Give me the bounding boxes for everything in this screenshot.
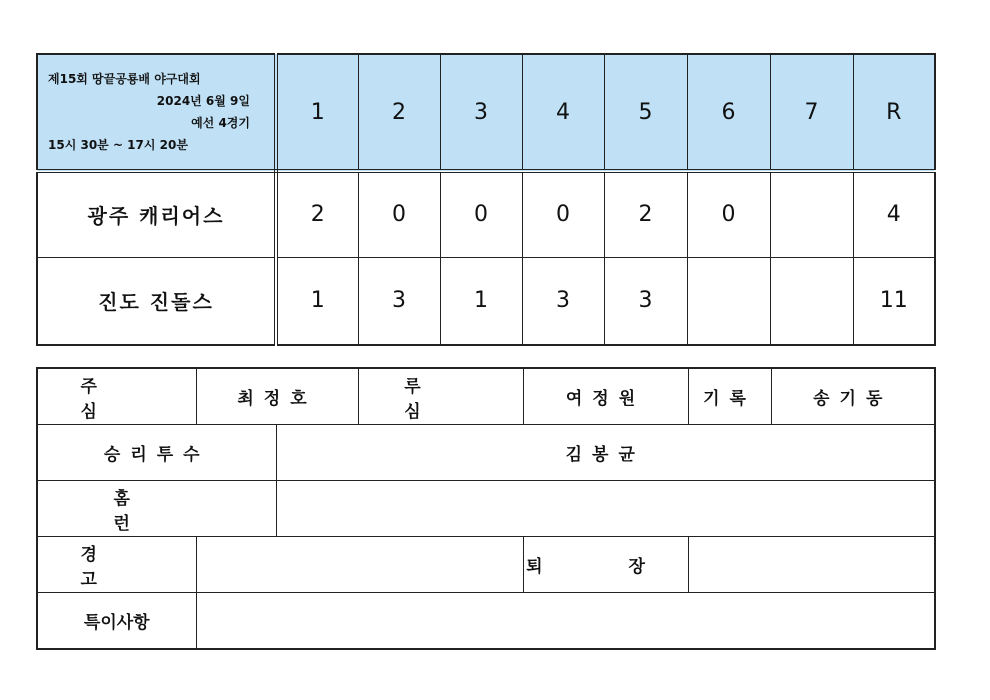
homerun-row <box>37 481 935 537</box>
recorder-label: 기록 <box>688 368 771 425</box>
recorder-value: 송기동 <box>771 368 935 425</box>
homerun-value <box>276 481 935 537</box>
notes-value <box>196 593 935 650</box>
umpire-value: 최정호 <box>196 368 358 425</box>
team-name: 진도 진돌스 <box>37 257 276 345</box>
scoreboard-table <box>36 53 936 346</box>
umpire-label: 주 심 <box>37 368 196 425</box>
inning-header: 2 <box>358 54 440 171</box>
inning-score: 2 <box>276 171 358 257</box>
inning-score <box>770 171 853 257</box>
officials-row <box>37 368 935 425</box>
warning-ejection-row <box>37 537 935 593</box>
base-umpire-label: 루 심 <box>358 368 523 425</box>
inning-score: 3 <box>358 257 440 345</box>
game-date: 2024년 6월 9일 <box>156 94 250 108</box>
game-round: 예선 4경기 <box>191 116 250 130</box>
inning-score: 0 <box>522 171 604 257</box>
winning-pitcher-row <box>37 425 935 481</box>
inning-header: 1 <box>276 54 358 171</box>
inning-score: 0 <box>440 171 522 257</box>
notes-label: 특이사항 <box>37 593 196 650</box>
notes-row <box>37 593 935 650</box>
ejection-value <box>688 537 935 593</box>
total-runs: 11 <box>853 257 935 345</box>
warning-value <box>196 537 523 593</box>
inning-score: 0 <box>687 171 770 257</box>
inning-score: 3 <box>604 257 687 345</box>
warning-label: 경 고 <box>37 537 196 593</box>
innings-header-row <box>37 54 935 171</box>
team-row-away <box>37 257 935 345</box>
inning-header: 6 <box>687 54 770 171</box>
inning-header: 7 <box>770 54 853 171</box>
game-info-cell <box>37 54 276 171</box>
total-runs: 4 <box>853 171 935 257</box>
winning-pitcher-value: 김봉균 <box>276 425 935 481</box>
game-time: 15시 30분 ~ 17시 20분 <box>48 138 188 152</box>
homerun-label: 홈 런 <box>37 481 276 537</box>
winning-pitcher-label: 승리투수 <box>37 425 276 481</box>
inning-score: 3 <box>522 257 604 345</box>
runs-header: R <box>853 54 935 171</box>
inning-header: 5 <box>604 54 687 171</box>
inning-header: 4 <box>522 54 604 171</box>
tournament-title: 제15회 땅끝공룡배 야구대회 <box>48 72 201 86</box>
team-name: 광주 캐리어스 <box>37 171 276 257</box>
inning-score: 1 <box>276 257 358 345</box>
inning-score <box>687 257 770 345</box>
inning-score: 2 <box>604 171 687 257</box>
game-details-table <box>36 367 936 650</box>
inning-score <box>770 257 853 345</box>
ejection-label: 퇴 장 <box>523 537 688 593</box>
inning-score: 1 <box>440 257 522 345</box>
inning-header: 3 <box>440 54 522 171</box>
team-row-home <box>37 171 935 257</box>
inning-score: 0 <box>358 171 440 257</box>
base-umpire-value: 여정원 <box>523 368 688 425</box>
